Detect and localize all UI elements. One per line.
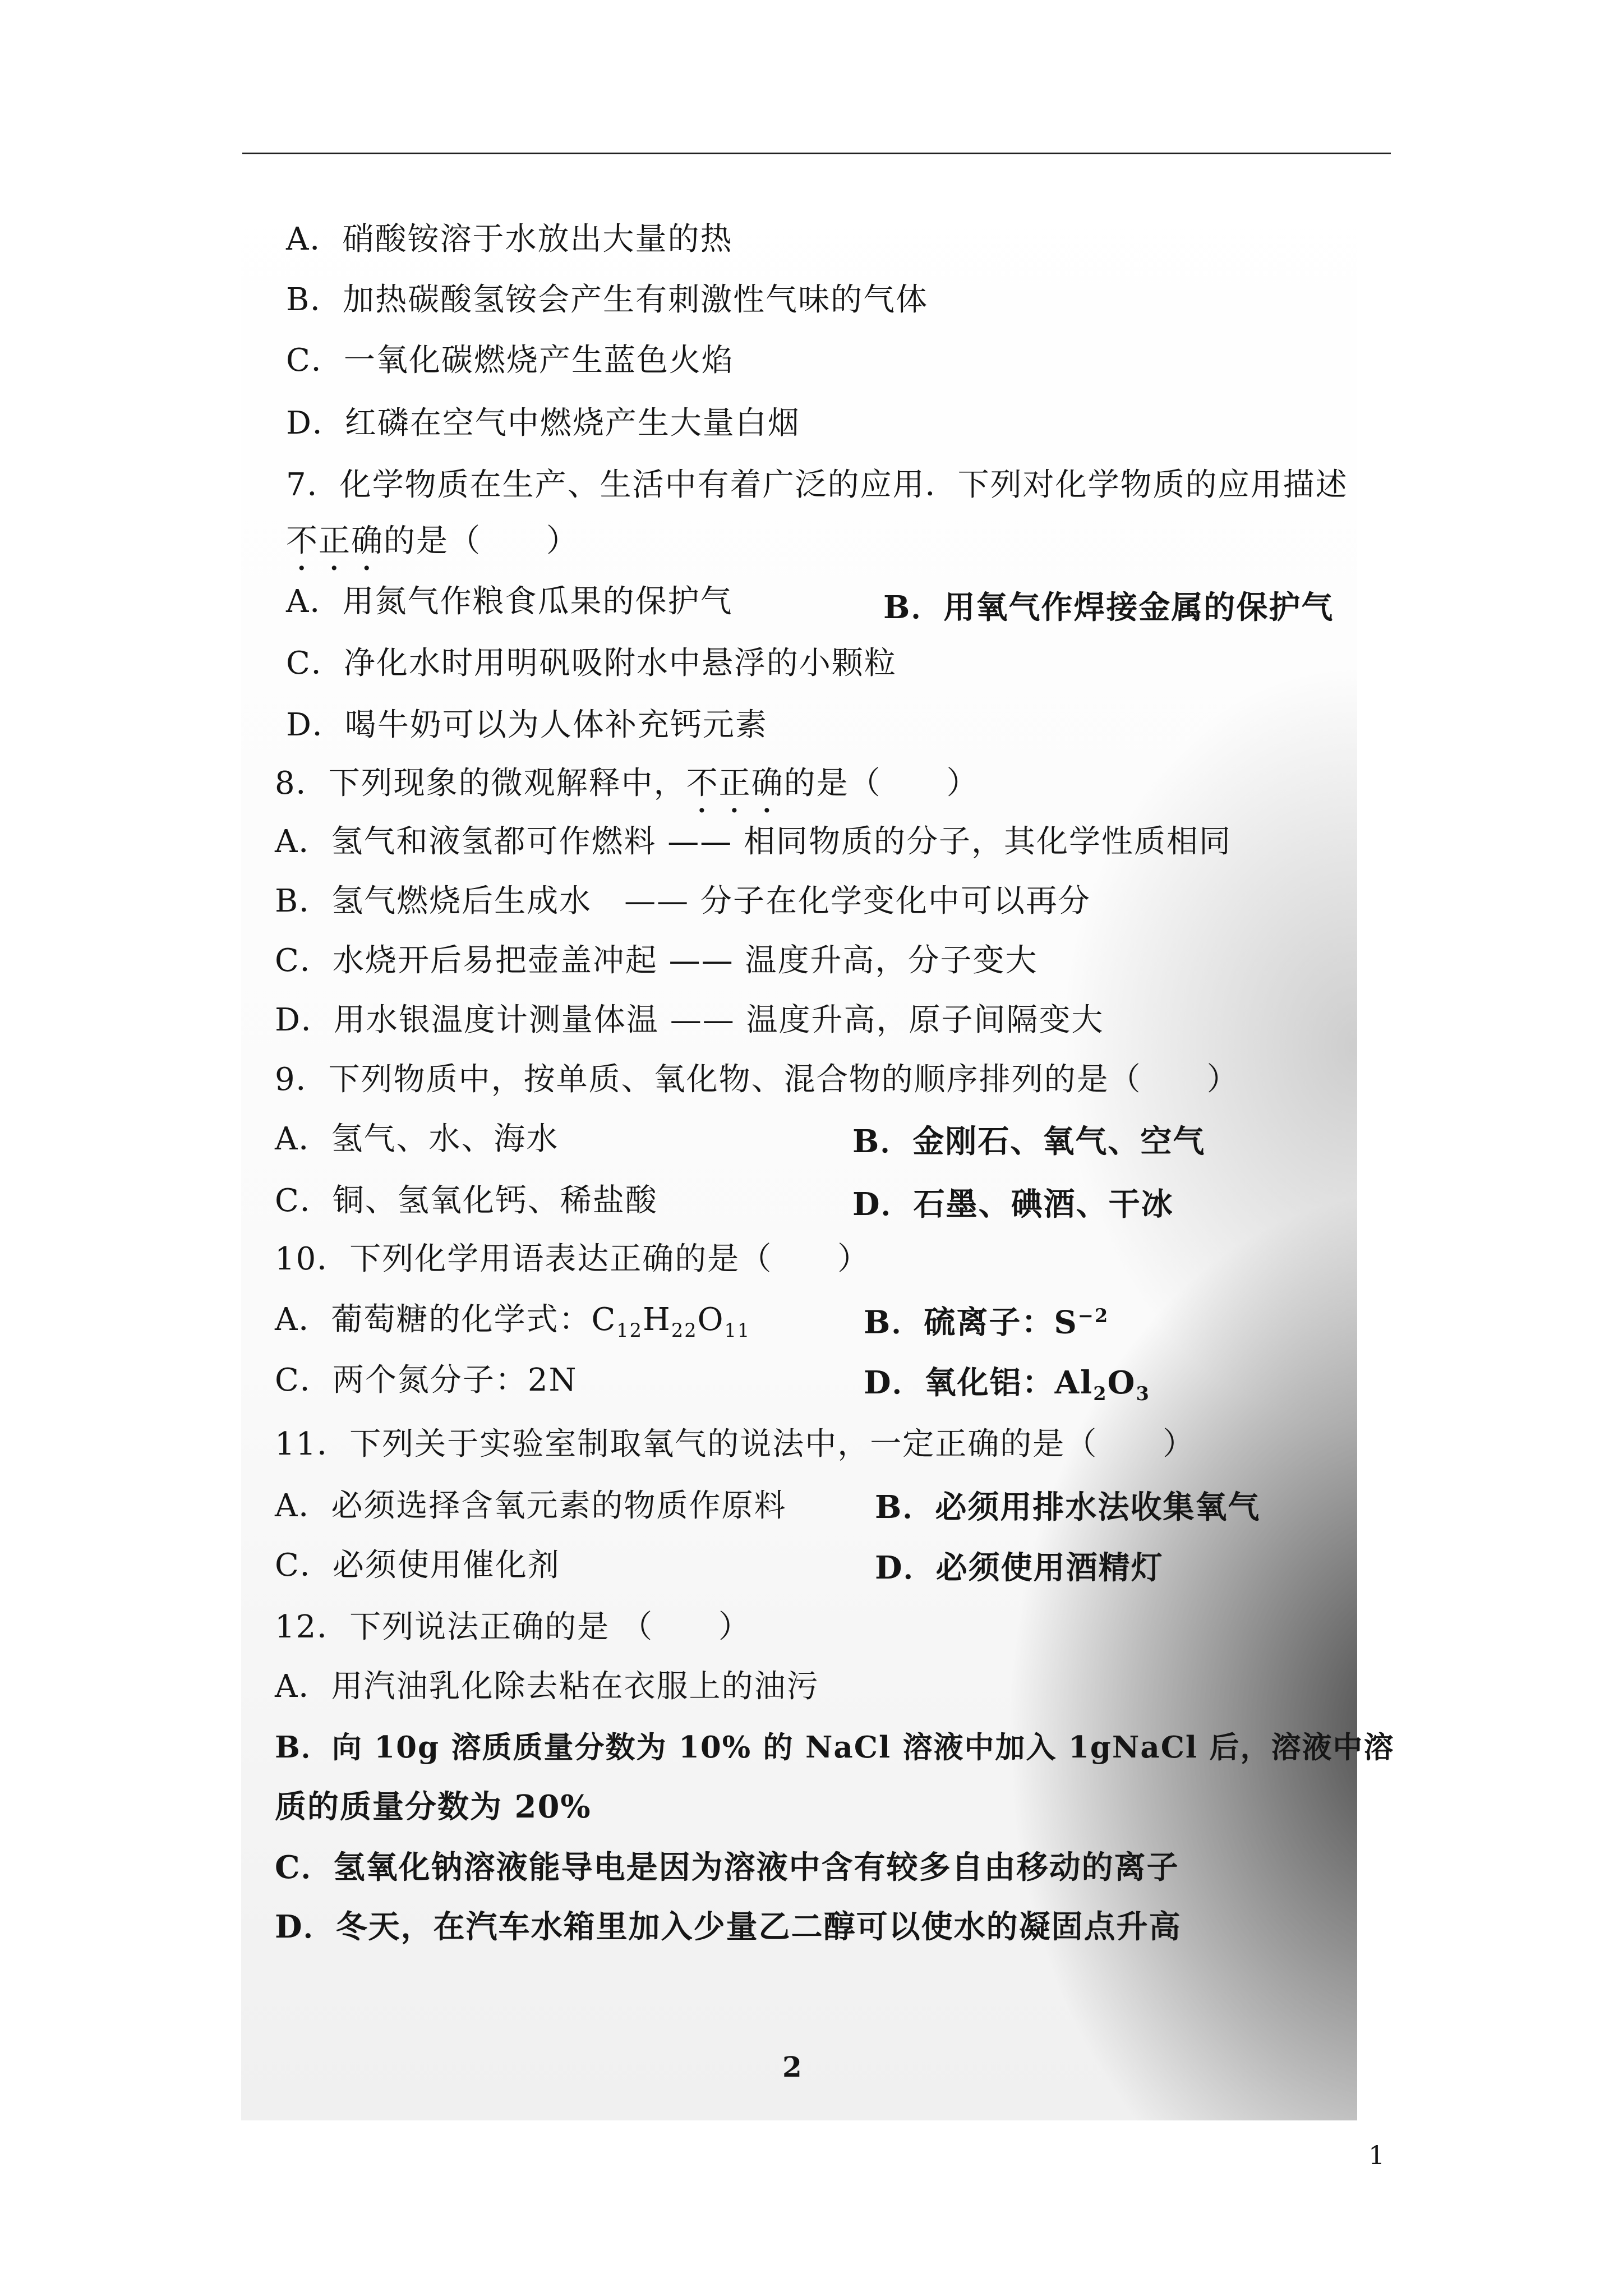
q10-option-a: A．葡萄糖的化学式：$C_{12}H_{22}O_{11}$ [275,1301,751,1342]
q11-option-c: C．必须使用催化剂 [275,1547,560,1584]
q12-option-d: D．冬天，在汽车水箱里加入少量乙二醇可以使水的凝固点升高 [275,1908,1182,1945]
q8-stem [275,764,979,820]
q10-option-b: B．硫离子：$S^{-2}$ [864,1304,1109,1341]
q12-option-a: A．用汽油乳化除去粘在衣服上的油污 [275,1668,819,1705]
q10-option-d: D．氧化铝：$Al_2O_3$ [864,1364,1150,1405]
q12-stem: 12．下列说法正确的是 （ ） [275,1609,751,1645]
q6-option-b: B．加热碳酸氢铵会产生有刺激性气味的气体 [286,282,929,318]
q11-option-a: A．必须选择含氧元素的物质作原料 [275,1488,787,1524]
q7-option-c: C．净化水时用明矾吸附水中悬浮的小颗粒 [286,645,897,682]
scan-page-number: 2 [782,2050,802,2083]
q9-option-c: C．铜、氢氧化钙、稀盐酸 [275,1182,658,1219]
header-rule [242,153,1391,154]
q6-option-a: A．硝酸铵溶于水放出大量的热 [286,221,733,257]
q6-option-c: C．一氧化碳燃烧产生蓝色火焰 [286,342,734,379]
q12-option-b-line1: B．向 10g 溶质质量分数为 10% 的 NaCl 溶液中加入 1gNaCl 后，溶液中溶 [275,1730,1395,1765]
q8-stem-prefix: 8．下列现象的微观解释中， [275,765,686,802]
q11-option-d: D．必须使用酒精灯 [875,1549,1164,1586]
q7-option-d: D．喝牛奶可以为人体补充钙元素 [286,707,768,743]
q7-stem-line2 [286,522,579,578]
q7-stem-line1: 7．化学物质在生产、生活中有着广泛的应用．下列对化学物质的应用描述 [286,467,1348,503]
q6-option-d: D．红磷在空气中燃烧产生大量白烟 [286,405,800,441]
q9-option-b: B．金刚石、氧气、空气 [852,1123,1206,1160]
q9-option-a: A．氢气、水、海水 [275,1121,559,1157]
page-number: 1 [1368,2140,1385,2170]
q7-option-a: A．用氮气作粮食瓜果的保护气 [286,583,733,620]
q7-stem-suffix: 的是（ ） [384,523,579,559]
q8-option-b: B．氢气燃烧后生成水 —— 分子在化学变化中可以再分 [275,883,1091,919]
q7-stem-emphasis: 不正确 [286,523,384,559]
q12-option-c: C．氢氧化钠溶液能导电是因为溶液中含有较多自由移动的离子 [275,1849,1179,1886]
q8-option-a: A．氢气和液氢都可作燃料 —— 相同物质的分子，其化学性质相同 [275,823,1232,860]
q9-option-d: D．石墨、碘酒、干冰 [852,1186,1174,1223]
q10-option-c: C．两个氮分子：2N [275,1362,578,1398]
q10-stem: 10．下列化学用语表达正确的是（ ） [275,1241,870,1277]
q8-stem-emphasis: 不正确 [686,765,784,802]
q11-stem: 11．下列关于实验室制取氧气的说法中，一定正确的是（ ） [275,1426,1196,1462]
q8-option-d: D．用水银温度计测量体温 —— 温度升高，原子间隔变大 [275,1002,1104,1038]
scanned-exam-page [241,168,1395,2120]
q8-option-c: C．水烧开后易把壶盖冲起 —— 温度升高，分子变大 [275,942,1038,979]
q7-option-b: B．用氧气作焊接金属的保护气 [883,589,1334,626]
q11-option-b: B．必须用排水法收集氧气 [875,1489,1261,1526]
q12-option-b-line2: 质的质量分数为 20% [275,1788,592,1825]
q8-stem-suffix: 的是（ ） [783,765,979,802]
q9-stem: 9．下列物质中，按单质、氧化物、混合物的顺序排列的是（ ） [275,1061,1239,1098]
